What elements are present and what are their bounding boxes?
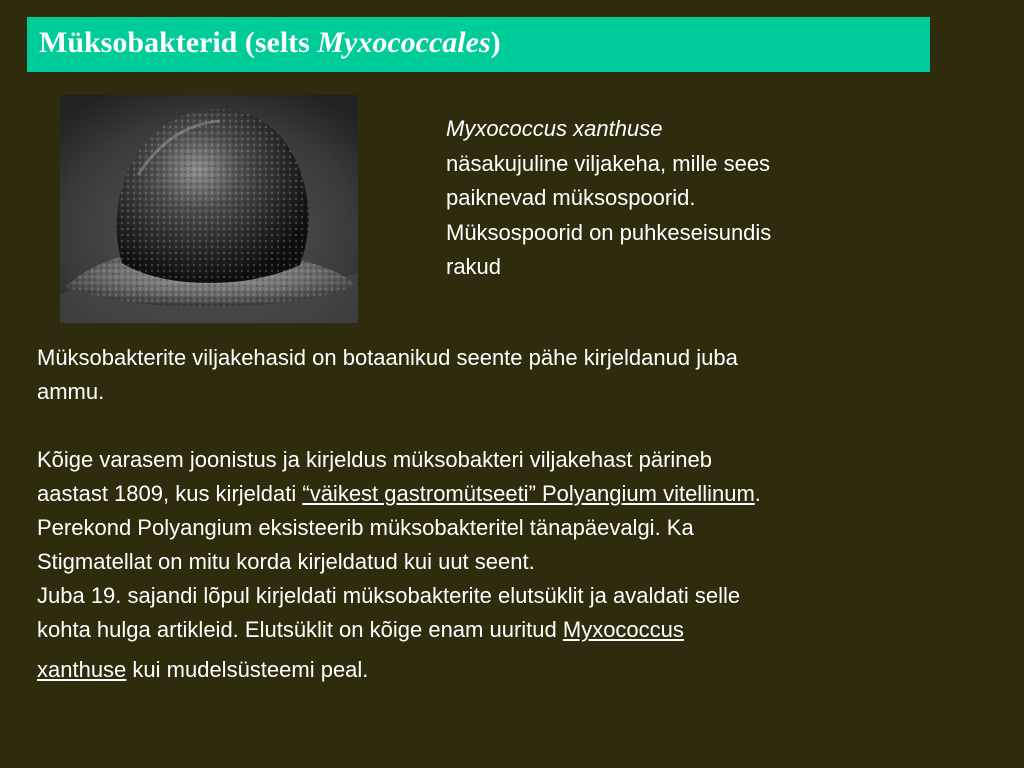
paragraph-line: Müksobakterite viljakehasid on botaanikud seente pähe kirjeldanud juba [37, 345, 738, 370]
paragraph-line: ammu. [37, 379, 105, 404]
paragraph-line: Kõige varasem joonistus ja kirjeldus müksobakteri viljakehast pärineb [37, 447, 712, 472]
title-suffix: ) [490, 26, 501, 59]
paragraph-text: kohta hulga artikleid. Elutsüklit on kõige enam uuritud [37, 617, 563, 642]
slide-title [39, 25, 918, 61]
caption-line: paiknevad müksospoorid. [446, 185, 696, 210]
caption-line: rakud [446, 254, 502, 279]
caption [446, 112, 886, 285]
paragraph-line [37, 477, 997, 511]
paragraph-line: Stigmatellat on mitu korda kirjeldatud kui uut seent. [37, 549, 535, 574]
paragraph-line: Perekond Polyangium eksisteerib müksobakteritel tänapäevalgi. Ka [37, 515, 694, 540]
caption-species: Myxococcus xanthuse [446, 116, 663, 141]
myxococcus-link[interactable]: Myxococcus [562, 617, 684, 642]
paragraph-text: . [754, 481, 761, 506]
paragraph-text: kui mudelsüsteemi peal. [126, 657, 369, 682]
caption-line: näsakujuline viljakeha, mille sees [446, 150, 771, 176]
title-bar [27, 17, 930, 72]
polyangium-link[interactable]: “väikest gastromütseeti” Polyangium vitellinum [302, 481, 755, 506]
paragraph-line: Juba 19. sajandi lõpul kirjeldati müksobakterite elutsüklit ja avaldati selle [37, 583, 741, 608]
paragraph-line [37, 647, 997, 693]
paragraph-line [37, 613, 997, 647]
paragraph-history-detail [37, 443, 997, 693]
xanthuse-link[interactable]: xanthuse [37, 657, 127, 682]
fruiting-body-photo [60, 95, 358, 323]
title-italic: Myxococcales [317, 26, 491, 59]
title-prefix: Müksobakterid (selts [39, 26, 318, 59]
caption-line: Müksospoorid on puhkeseisundis [446, 219, 772, 245]
paragraph-text: aastast 1809, kus kirjeldati [37, 481, 303, 506]
paragraph-history-intro [37, 341, 997, 409]
